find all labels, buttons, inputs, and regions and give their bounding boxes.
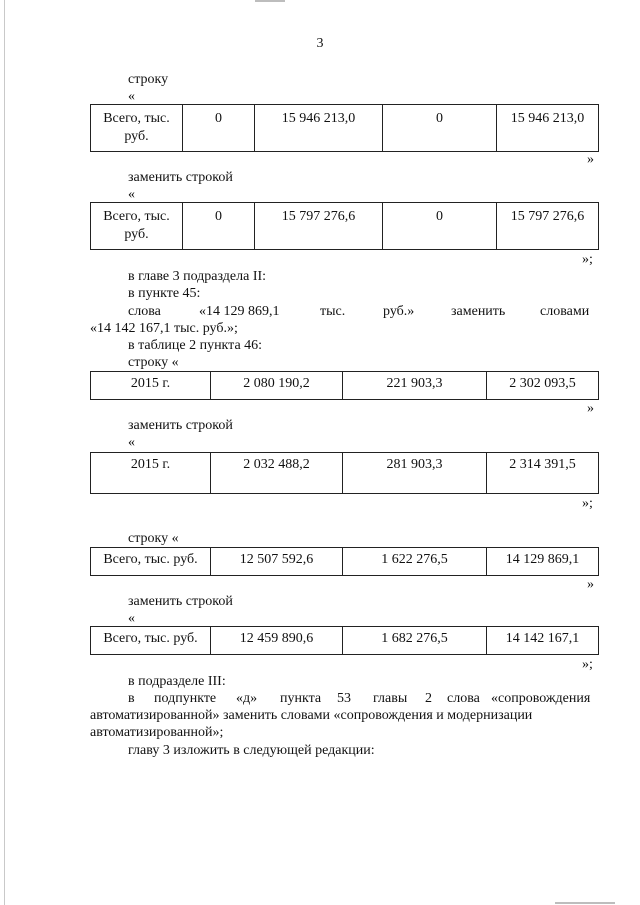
table-cell: 2 080 190,2 (211, 372, 343, 400)
end-mark: »; (582, 657, 593, 672)
subpoint-line2: автоматизированной» заменить словами «сопровождения и модернизации (90, 708, 533, 723)
table-cell: 15 797 276,6 (255, 203, 383, 250)
words-line2: «14 142 167,1 тыс. руб.»; (90, 321, 238, 336)
close-quote: » (587, 401, 594, 416)
words-line-word: тыс. (320, 304, 346, 319)
old-2015-row-table (90, 371, 599, 400)
table-cell-label: Всего, тыс. руб. (91, 203, 183, 250)
close-quote: » (587, 152, 594, 167)
row-intro-text: строку (128, 72, 169, 87)
end-mark: »; (582, 252, 593, 267)
scan-edge-line (4, 0, 5, 905)
words-line-word: «14 129 869,1 (199, 304, 280, 319)
replace-label: заменить строкой (128, 170, 233, 185)
table-cell-label: Всего, тыс. руб. (91, 627, 211, 655)
table-cell-label: Всего, тыс. руб. (91, 105, 183, 152)
item45-text: в пункте 45: (128, 286, 201, 301)
old-total-row-table (90, 104, 599, 152)
row-intro-text: строку « (128, 355, 179, 370)
chapter3-redaction-text: главу 3 изложить в следующей редакции: (128, 743, 375, 758)
table-cell: 0 (383, 105, 497, 152)
new-total-row-table (90, 202, 599, 250)
subpoint-word: в (128, 691, 135, 706)
open-quote: « (128, 89, 135, 104)
subpoint-word: пункта (280, 691, 322, 706)
end-mark: »; (582, 496, 593, 511)
new-total-sum-row-table (90, 626, 599, 655)
table-cell: 12 459 890,6 (211, 627, 343, 655)
table-cell: 0 (183, 203, 255, 250)
table-cell: 281 903,3 (343, 453, 487, 494)
subpoint-word: подпункте (154, 691, 217, 706)
row-intro-text: строку « (128, 531, 179, 546)
table-cell: 2 314 391,5 (487, 453, 599, 494)
table-cell: 12 507 592,6 (211, 548, 343, 576)
old-total-sum-row-table (90, 547, 599, 576)
new-2015-row-table (90, 452, 599, 494)
close-quote: » (587, 577, 594, 592)
subpoint-word: 53 (337, 691, 351, 706)
words-line-word: заменить (451, 304, 506, 319)
subpoint-line3: автоматизированной»; (90, 725, 224, 740)
words-line-word: словами (540, 304, 590, 319)
table-cell: 15 797 276,6 (497, 203, 599, 250)
words-line-word: слова (128, 304, 161, 319)
table-cell-label: Всего, тыс. руб. (91, 548, 211, 576)
open-quote: « (128, 435, 135, 450)
table-cell: 0 (183, 105, 255, 152)
page-number: 3 (316, 36, 324, 51)
scan-mark-top (255, 0, 285, 2)
table-cell: 14 129 869,1 (487, 548, 599, 576)
table-cell: 1 622 276,5 (343, 548, 487, 576)
words-line-word: руб.» (383, 304, 415, 319)
table2-text: в таблице 2 пункта 46: (128, 338, 263, 353)
replace-label: заменить строкой (128, 418, 233, 433)
table-cell: 221 903,3 (343, 372, 487, 400)
open-quote: « (128, 187, 135, 202)
table-cell-label: 2015 г. (91, 453, 211, 494)
table-cell: 15 946 213,0 (255, 105, 383, 152)
subpoint-word: слова (447, 691, 480, 706)
subpoint-word: 2 (425, 691, 432, 706)
table-cell: 1 682 276,5 (343, 627, 487, 655)
scan-mark-bottom (555, 902, 615, 904)
subpoint-word: «сопровождения (491, 691, 591, 706)
chapter3-heading: в главе 3 подраздела II: (128, 269, 267, 284)
subpoint-word: «д» (236, 691, 258, 706)
table-cell-label: 2015 г. (91, 372, 211, 400)
section3-heading: в подразделе III: (128, 674, 226, 689)
replace-label: заменить строкой (128, 594, 233, 609)
table-cell: 14 142 167,1 (487, 627, 599, 655)
table-cell: 15 946 213,0 (497, 105, 599, 152)
subpoint-word: главы (373, 691, 408, 706)
open-quote: « (128, 611, 135, 626)
table-cell: 2 032 488,2 (211, 453, 343, 494)
table-cell: 0 (383, 203, 497, 250)
table-cell: 2 302 093,5 (487, 372, 599, 400)
